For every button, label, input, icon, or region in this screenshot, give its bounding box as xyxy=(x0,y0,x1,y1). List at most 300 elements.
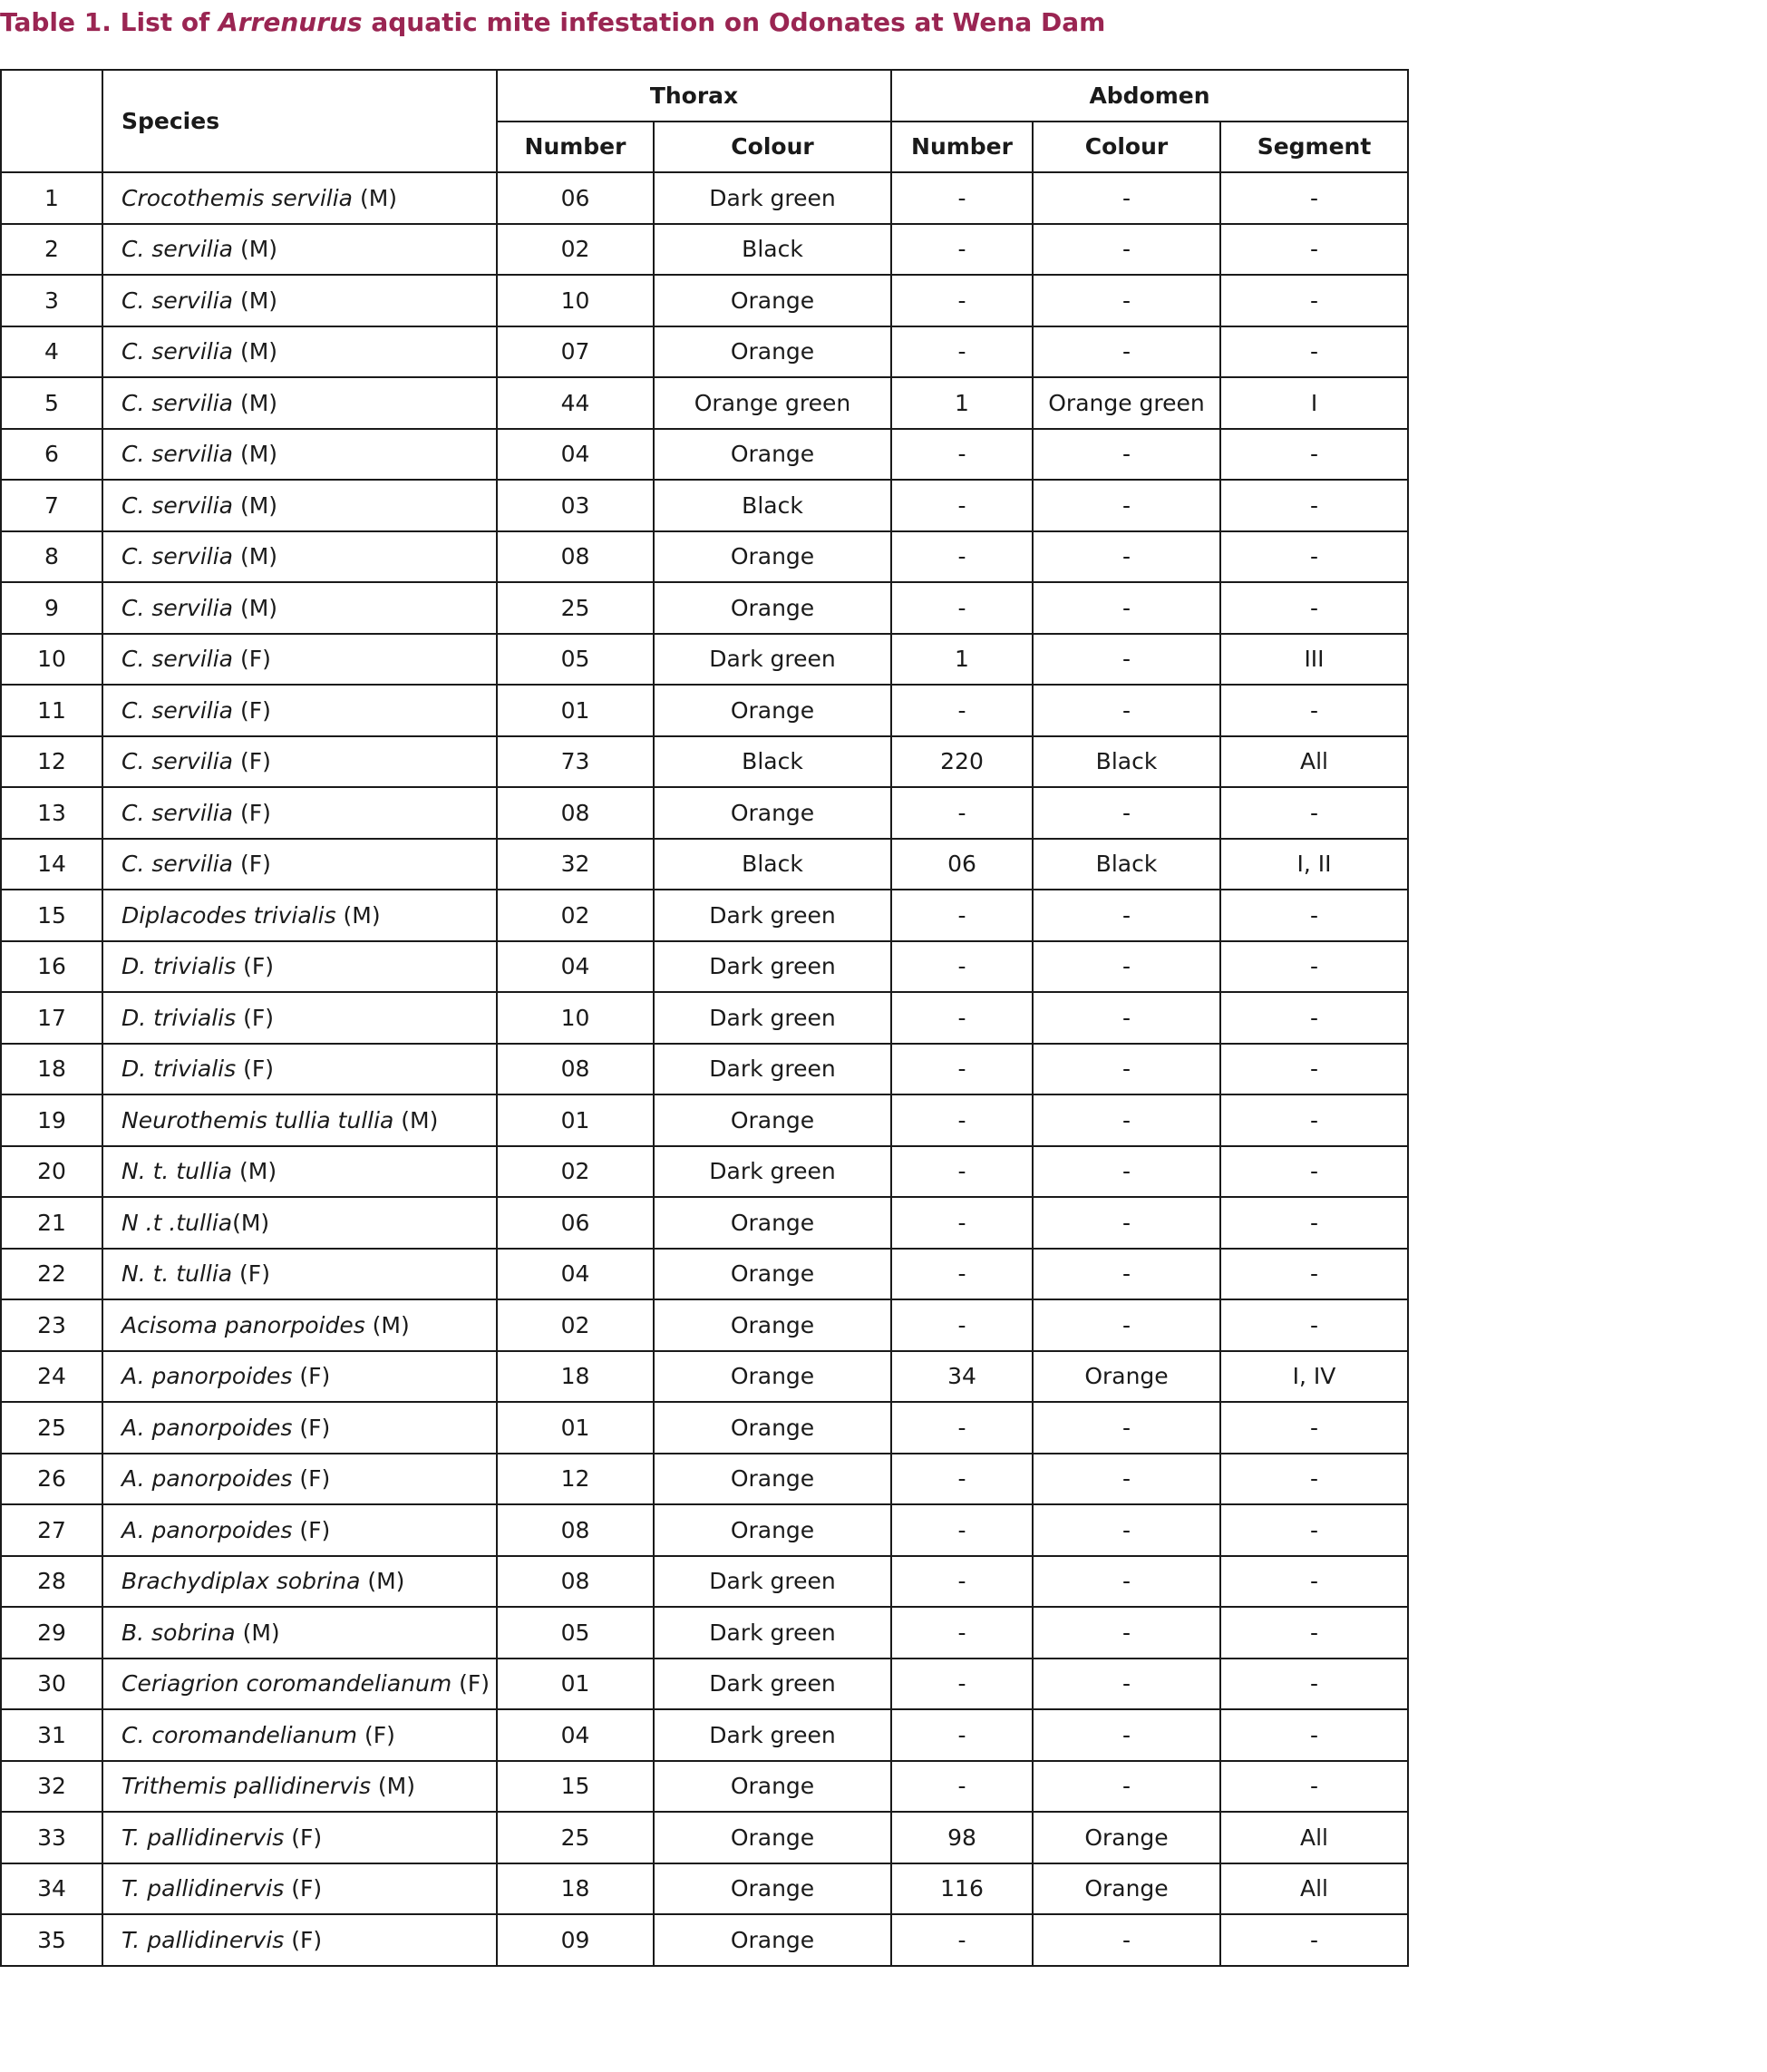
thorax-number-cell: 10 xyxy=(497,275,654,326)
thorax-colour-cell: Orange xyxy=(654,429,891,481)
abdomen-colour-cell: - xyxy=(1033,1761,1220,1813)
abdomen-segment-cell: - xyxy=(1220,1556,1408,1608)
abdomen-segment-cell: - xyxy=(1220,1299,1408,1351)
species-cell xyxy=(102,634,497,686)
abdomen-segment-cell: - xyxy=(1220,1914,1408,1966)
abdomen-colour-cell: Orange xyxy=(1033,1863,1220,1915)
species-name: Neurothemis tullia tullia xyxy=(121,1106,394,1133)
species-cell xyxy=(102,1556,497,1608)
header-abdomen-number: Number xyxy=(891,122,1033,173)
species-name: Crocothemis servilia xyxy=(121,184,354,211)
table-row xyxy=(1,839,1408,890)
abdomen-number-cell: 116 xyxy=(891,1863,1033,1915)
species-sex: (M) xyxy=(360,1568,405,1595)
row-index-cell: 31 xyxy=(1,1709,102,1761)
thorax-number-cell: 04 xyxy=(497,1709,654,1761)
species-name: D. trivialis xyxy=(121,1004,237,1031)
species-sex: (F) xyxy=(292,1516,331,1543)
abdomen-segment-cell: - xyxy=(1220,1761,1408,1813)
abdomen-colour-cell: - xyxy=(1033,172,1220,224)
row-index-cell: 12 xyxy=(1,736,102,788)
abdomen-colour-cell: - xyxy=(1033,480,1220,531)
row-index-cell: 27 xyxy=(1,1504,102,1556)
abdomen-segment-cell: - xyxy=(1220,531,1408,583)
species-name: C. servilia xyxy=(121,851,233,878)
abdomen-segment-cell: - xyxy=(1220,1197,1408,1249)
abdomen-segment-cell: - xyxy=(1220,685,1408,736)
row-index-cell: 14 xyxy=(1,839,102,890)
thorax-number-cell: 32 xyxy=(497,839,654,890)
thorax-number-cell: 02 xyxy=(497,1299,654,1351)
abdomen-number-cell: - xyxy=(891,1094,1033,1146)
species-name: Diplacodes trivialis xyxy=(121,901,336,929)
abdomen-number-cell: - xyxy=(891,1504,1033,1556)
header-abdomen-segment: Segment xyxy=(1220,122,1408,173)
abdomen-segment-cell: - xyxy=(1220,1249,1408,1300)
thorax-colour-cell: Orange xyxy=(654,685,891,736)
species-name: A. panorpoides xyxy=(121,1516,293,1543)
species-name: D. trivialis xyxy=(121,1055,237,1083)
table-row xyxy=(1,1094,1408,1146)
abdomen-colour-cell: - xyxy=(1033,941,1220,993)
table-row xyxy=(1,1197,1408,1249)
abdomen-segment-cell: - xyxy=(1220,1146,1408,1198)
table-row xyxy=(1,1863,1408,1915)
table-row xyxy=(1,941,1408,993)
abdomen-number-cell: - xyxy=(891,172,1033,224)
table-row xyxy=(1,1402,1408,1454)
species-name: C. servilia xyxy=(121,799,233,826)
species-sex: (F) xyxy=(233,696,271,724)
abdomen-segment-cell: - xyxy=(1220,275,1408,326)
species-cell xyxy=(102,839,497,890)
abdomen-colour-cell: - xyxy=(1033,1914,1220,1966)
row-index-cell: 10 xyxy=(1,634,102,686)
species-cell xyxy=(102,1504,497,1556)
row-index-cell: 1 xyxy=(1,172,102,224)
species-name: N. t. tullia xyxy=(121,1260,233,1288)
row-index-cell: 9 xyxy=(1,582,102,634)
table-row xyxy=(1,634,1408,686)
abdomen-number-cell: 06 xyxy=(891,839,1033,890)
thorax-colour-cell: Orange xyxy=(654,326,891,378)
species-name: A. panorpoides xyxy=(121,1363,293,1390)
species-sex: (F) xyxy=(233,851,271,878)
row-index-cell: 22 xyxy=(1,1249,102,1300)
abdomen-colour-cell: - xyxy=(1033,1659,1220,1710)
species-name: C. servilia xyxy=(121,646,233,673)
table-row xyxy=(1,890,1408,941)
species-sex: (M) xyxy=(233,543,278,570)
species-sex: (F) xyxy=(236,1004,274,1031)
abdomen-number-cell: - xyxy=(891,429,1033,481)
species-cell xyxy=(102,787,497,839)
species-name: Brachydiplax sobrina xyxy=(121,1568,361,1595)
thorax-number-cell: 05 xyxy=(497,1607,654,1659)
species-cell xyxy=(102,275,497,326)
species-name: C. servilia xyxy=(121,441,233,468)
table-row xyxy=(1,582,1408,634)
abdomen-colour-cell: - xyxy=(1033,429,1220,481)
abdomen-number-cell: 98 xyxy=(891,1812,1033,1863)
thorax-colour-cell: Orange xyxy=(654,1914,891,1966)
species-cell xyxy=(102,685,497,736)
abdomen-colour-cell: - xyxy=(1033,1299,1220,1351)
abdomen-colour-cell: - xyxy=(1033,582,1220,634)
abdomen-segment-cell: - xyxy=(1220,429,1408,481)
row-index-cell: 4 xyxy=(1,326,102,378)
abdomen-segment-cell: - xyxy=(1220,1659,1408,1710)
species-cell xyxy=(102,1709,497,1761)
row-index-cell: 30 xyxy=(1,1659,102,1710)
species-cell xyxy=(102,890,497,941)
abdomen-colour-cell: - xyxy=(1033,1556,1220,1608)
species-sex: (F) xyxy=(236,953,274,980)
table-row xyxy=(1,1761,1408,1813)
thorax-number-cell: 08 xyxy=(497,1556,654,1608)
abdomen-segment-cell: - xyxy=(1220,890,1408,941)
abdomen-number-cell: - xyxy=(891,275,1033,326)
abdomen-segment-cell: - xyxy=(1220,1454,1408,1505)
species-name: C. servilia xyxy=(121,338,233,365)
species-cell xyxy=(102,326,497,378)
table-row xyxy=(1,224,1408,276)
thorax-colour-cell: Orange xyxy=(654,1402,891,1454)
abdomen-number-cell: - xyxy=(891,531,1033,583)
thorax-colour-cell: Dark green xyxy=(654,1146,891,1198)
abdomen-number-cell: - xyxy=(891,1197,1033,1249)
species-sex: (F) xyxy=(292,1363,331,1390)
table-row xyxy=(1,429,1408,481)
row-index-cell: 32 xyxy=(1,1761,102,1813)
species-sex: (M) xyxy=(233,491,278,519)
species-cell xyxy=(102,1249,497,1300)
thorax-number-cell: 01 xyxy=(497,685,654,736)
table-row xyxy=(1,992,1408,1044)
thorax-colour-cell: Orange xyxy=(654,1197,891,1249)
header-thorax: Thorax xyxy=(497,70,891,122)
abdomen-segment-cell: - xyxy=(1220,326,1408,378)
abdomen-segment-cell: I, II xyxy=(1220,839,1408,890)
species-sex: (M) xyxy=(353,184,398,211)
table-row xyxy=(1,531,1408,583)
abdomen-number-cell: - xyxy=(891,1402,1033,1454)
species-name: B. sobrina xyxy=(121,1619,236,1646)
thorax-number-cell: 03 xyxy=(497,480,654,531)
species-cell xyxy=(102,1044,497,1095)
abdomen-number-cell: - xyxy=(891,1709,1033,1761)
thorax-number-cell: 04 xyxy=(497,429,654,481)
abdomen-segment-cell: - xyxy=(1220,1044,1408,1095)
species-name: Ceriagrion coromandelianum xyxy=(121,1670,452,1697)
title-prefix: Table 1. List of xyxy=(0,7,219,37)
header-species: Species xyxy=(102,70,497,172)
thorax-colour-cell: Dark green xyxy=(654,992,891,1044)
thorax-colour-cell: Orange xyxy=(654,1299,891,1351)
table-header xyxy=(1,70,1408,172)
thorax-colour-cell: Orange xyxy=(654,1863,891,1915)
row-index-cell: 35 xyxy=(1,1914,102,1966)
row-index-cell: 24 xyxy=(1,1351,102,1403)
abdomen-number-cell: - xyxy=(891,582,1033,634)
abdomen-number-cell: - xyxy=(891,1607,1033,1659)
thorax-colour-cell: Orange xyxy=(654,1504,891,1556)
abdomen-segment-cell: I xyxy=(1220,377,1408,429)
abdomen-segment-cell: I, IV xyxy=(1220,1351,1408,1403)
species-name: C. servilia xyxy=(121,594,233,621)
species-cell xyxy=(102,1094,497,1146)
abdomen-segment-cell: All xyxy=(1220,1863,1408,1915)
species-name: C. servilia xyxy=(121,236,233,263)
thorax-colour-cell: Orange xyxy=(654,1351,891,1403)
species-cell xyxy=(102,1402,497,1454)
species-name: D. trivialis xyxy=(121,953,237,980)
row-index-cell: 18 xyxy=(1,1044,102,1095)
thorax-colour-cell: Black xyxy=(654,736,891,788)
species-cell xyxy=(102,1299,497,1351)
thorax-colour-cell: Dark green xyxy=(654,1556,891,1608)
species-name: A. panorpoides xyxy=(121,1414,293,1441)
thorax-colour-cell: Black xyxy=(654,480,891,531)
table-row xyxy=(1,1709,1408,1761)
thorax-number-cell: 44 xyxy=(497,377,654,429)
thorax-number-cell: 18 xyxy=(497,1863,654,1915)
abdomen-colour-cell: - xyxy=(1033,1454,1220,1505)
abdomen-colour-cell: - xyxy=(1033,1504,1220,1556)
table-title xyxy=(0,7,1105,37)
thorax-number-cell: 01 xyxy=(497,1659,654,1710)
species-sex: (F) xyxy=(292,1465,331,1493)
species-cell xyxy=(102,1761,497,1813)
abdomen-segment-cell: - xyxy=(1220,1607,1408,1659)
thorax-number-cell: 25 xyxy=(497,582,654,634)
abdomen-number-cell: - xyxy=(891,787,1033,839)
header-abdomen-colour: Colour xyxy=(1033,122,1220,173)
species-cell xyxy=(102,941,497,993)
table-row xyxy=(1,1454,1408,1505)
species-cell xyxy=(102,172,497,224)
species-name: C. servilia xyxy=(121,491,233,519)
thorax-colour-cell: Dark green xyxy=(654,1709,891,1761)
thorax-colour-cell: Orange xyxy=(654,275,891,326)
thorax-number-cell: 05 xyxy=(497,634,654,686)
table-row xyxy=(1,326,1408,378)
table-row xyxy=(1,1607,1408,1659)
thorax-colour-cell: Dark green xyxy=(654,634,891,686)
species-cell xyxy=(102,582,497,634)
abdomen-number-cell: - xyxy=(891,1299,1033,1351)
thorax-number-cell: 73 xyxy=(497,736,654,788)
table-row xyxy=(1,377,1408,429)
species-sex: (M) xyxy=(233,236,278,263)
species-name: Trithemis pallidinervis xyxy=(121,1773,371,1800)
thorax-colour-cell: Orange xyxy=(654,787,891,839)
row-index-cell: 20 xyxy=(1,1146,102,1198)
abdomen-colour-cell: - xyxy=(1033,275,1220,326)
species-cell xyxy=(102,992,497,1044)
species-name: Acisoma panorpoides xyxy=(121,1311,365,1338)
species-sex: (M) xyxy=(233,441,278,468)
species-name: C. servilia xyxy=(121,748,233,775)
species-cell xyxy=(102,429,497,481)
thorax-colour-cell: Dark green xyxy=(654,1044,891,1095)
thorax-colour-cell: Orange xyxy=(654,531,891,583)
species-cell xyxy=(102,1659,497,1710)
abdomen-colour-cell: - xyxy=(1033,1197,1220,1249)
species-sex: (M) xyxy=(335,901,381,929)
abdomen-colour-cell: - xyxy=(1033,1044,1220,1095)
abdomen-segment-cell: - xyxy=(1220,1402,1408,1454)
header-abdomen: Abdomen xyxy=(891,70,1408,122)
header-thorax-colour: Colour xyxy=(654,122,891,173)
species-sex: (M) xyxy=(235,1619,280,1646)
abdomen-colour-cell: - xyxy=(1033,1094,1220,1146)
species-cell xyxy=(102,480,497,531)
abdomen-number-cell: - xyxy=(891,685,1033,736)
abdomen-number-cell: 1 xyxy=(891,377,1033,429)
species-name: T. pallidinervis xyxy=(121,1875,285,1902)
abdomen-colour-cell: Black xyxy=(1033,839,1220,890)
species-sex: (F) xyxy=(236,1055,274,1083)
abdomen-number-cell: - xyxy=(891,1914,1033,1966)
species-sex: (F) xyxy=(233,748,271,775)
abdomen-number-cell: - xyxy=(891,1761,1033,1813)
row-index-cell: 33 xyxy=(1,1812,102,1863)
thorax-number-cell: 08 xyxy=(497,531,654,583)
thorax-number-cell: 08 xyxy=(497,787,654,839)
species-name: N .t .tullia xyxy=(121,1209,233,1236)
species-cell xyxy=(102,1914,497,1966)
table-row xyxy=(1,1812,1408,1863)
thorax-number-cell: 15 xyxy=(497,1761,654,1813)
table-row xyxy=(1,1914,1408,1966)
abdomen-number-cell: - xyxy=(891,1556,1033,1608)
species-cell xyxy=(102,736,497,788)
abdomen-number-cell: - xyxy=(891,992,1033,1044)
table-row xyxy=(1,787,1408,839)
abdomen-number-cell: - xyxy=(891,1454,1033,1505)
abdomen-colour-cell: - xyxy=(1033,634,1220,686)
species-sex: (F) xyxy=(232,1260,270,1288)
abdomen-colour-cell: - xyxy=(1033,326,1220,378)
table-row xyxy=(1,1556,1408,1608)
abdomen-segment-cell: - xyxy=(1220,582,1408,634)
species-sex: (M) xyxy=(364,1311,410,1338)
abdomen-number-cell: - xyxy=(891,1659,1033,1710)
species-cell xyxy=(102,1863,497,1915)
table-row xyxy=(1,1351,1408,1403)
thorax-number-cell: 01 xyxy=(497,1402,654,1454)
thorax-colour-cell: Black xyxy=(654,839,891,890)
table-row xyxy=(1,1659,1408,1710)
species-name: C. coromandelianum xyxy=(121,1721,357,1748)
row-index-cell: 6 xyxy=(1,429,102,481)
species-name: T. pallidinervis xyxy=(121,1926,285,1953)
species-sex: (F) xyxy=(233,646,271,673)
species-sex: (F) xyxy=(284,1875,323,1902)
table-row xyxy=(1,1504,1408,1556)
species-sex: (M) xyxy=(233,594,278,621)
thorax-colour-cell: Dark green xyxy=(654,172,891,224)
thorax-colour-cell: Dark green xyxy=(654,1607,891,1659)
species-name: N. t. tullia xyxy=(121,1158,233,1185)
abdomen-colour-cell: - xyxy=(1033,1146,1220,1198)
abdomen-segment-cell: - xyxy=(1220,224,1408,276)
abdomen-segment-cell: - xyxy=(1220,992,1408,1044)
title-genus: Arrenurus xyxy=(218,7,363,37)
abdomen-colour-cell: - xyxy=(1033,992,1220,1044)
thorax-colour-cell: Dark green xyxy=(654,941,891,993)
row-index-cell: 29 xyxy=(1,1607,102,1659)
thorax-number-cell: 06 xyxy=(497,1197,654,1249)
species-sex: (F) xyxy=(233,799,271,826)
abdomen-number-cell: - xyxy=(891,224,1033,276)
species-cell xyxy=(102,531,497,583)
thorax-colour-cell: Orange green xyxy=(654,377,891,429)
abdomen-segment-cell: - xyxy=(1220,941,1408,993)
row-index-cell: 26 xyxy=(1,1454,102,1505)
row-index-cell: 34 xyxy=(1,1863,102,1915)
abdomen-number-cell: - xyxy=(891,1044,1033,1095)
row-index-cell: 3 xyxy=(1,275,102,326)
header-thorax-number: Number xyxy=(497,122,654,173)
abdomen-segment-cell: All xyxy=(1220,736,1408,788)
species-sex: (F) xyxy=(292,1414,331,1441)
thorax-colour-cell: Black xyxy=(654,224,891,276)
abdomen-number-cell: 220 xyxy=(891,736,1033,788)
thorax-number-cell: 02 xyxy=(497,224,654,276)
species-sex: (F) xyxy=(284,1824,323,1851)
row-index-cell: 2 xyxy=(1,224,102,276)
table-row xyxy=(1,1249,1408,1300)
row-index-cell: 21 xyxy=(1,1197,102,1249)
thorax-colour-cell: Orange xyxy=(654,1454,891,1505)
table-row xyxy=(1,480,1408,531)
row-index-cell: 25 xyxy=(1,1402,102,1454)
thorax-number-cell: 01 xyxy=(497,1094,654,1146)
species-sex: (M) xyxy=(370,1773,415,1800)
thorax-number-cell: 02 xyxy=(497,1146,654,1198)
abdomen-colour-cell: - xyxy=(1033,1249,1220,1300)
row-index-cell: 15 xyxy=(1,890,102,941)
abdomen-segment-cell: III xyxy=(1220,634,1408,686)
species-sex: (M) xyxy=(232,1158,277,1185)
abdomen-colour-cell: - xyxy=(1033,224,1220,276)
species-name: C. servilia xyxy=(121,543,233,570)
species-sex: (M) xyxy=(233,389,278,416)
abdomen-number-cell: - xyxy=(891,480,1033,531)
abdomen-segment-cell: - xyxy=(1220,1094,1408,1146)
table-row xyxy=(1,685,1408,736)
abdomen-colour-cell: - xyxy=(1033,890,1220,941)
row-index-cell: 28 xyxy=(1,1556,102,1608)
species-sex: (M) xyxy=(232,1209,270,1236)
thorax-colour-cell: Orange xyxy=(654,582,891,634)
abdomen-number-cell: - xyxy=(891,326,1033,378)
abdomen-colour-cell: Orange xyxy=(1033,1351,1220,1403)
species-name: C. servilia xyxy=(121,389,233,416)
thorax-colour-cell: Orange xyxy=(654,1761,891,1813)
row-index-cell: 11 xyxy=(1,685,102,736)
species-name: A. panorpoides xyxy=(121,1465,293,1493)
abdomen-colour-cell: - xyxy=(1033,531,1220,583)
species-cell xyxy=(102,224,497,276)
species-sex: (F) xyxy=(357,1721,395,1748)
species-sex: (F) xyxy=(284,1926,323,1953)
abdomen-colour-cell: - xyxy=(1033,1709,1220,1761)
abdomen-colour-cell: Orange green xyxy=(1033,377,1220,429)
abdomen-segment-cell: - xyxy=(1220,1709,1408,1761)
